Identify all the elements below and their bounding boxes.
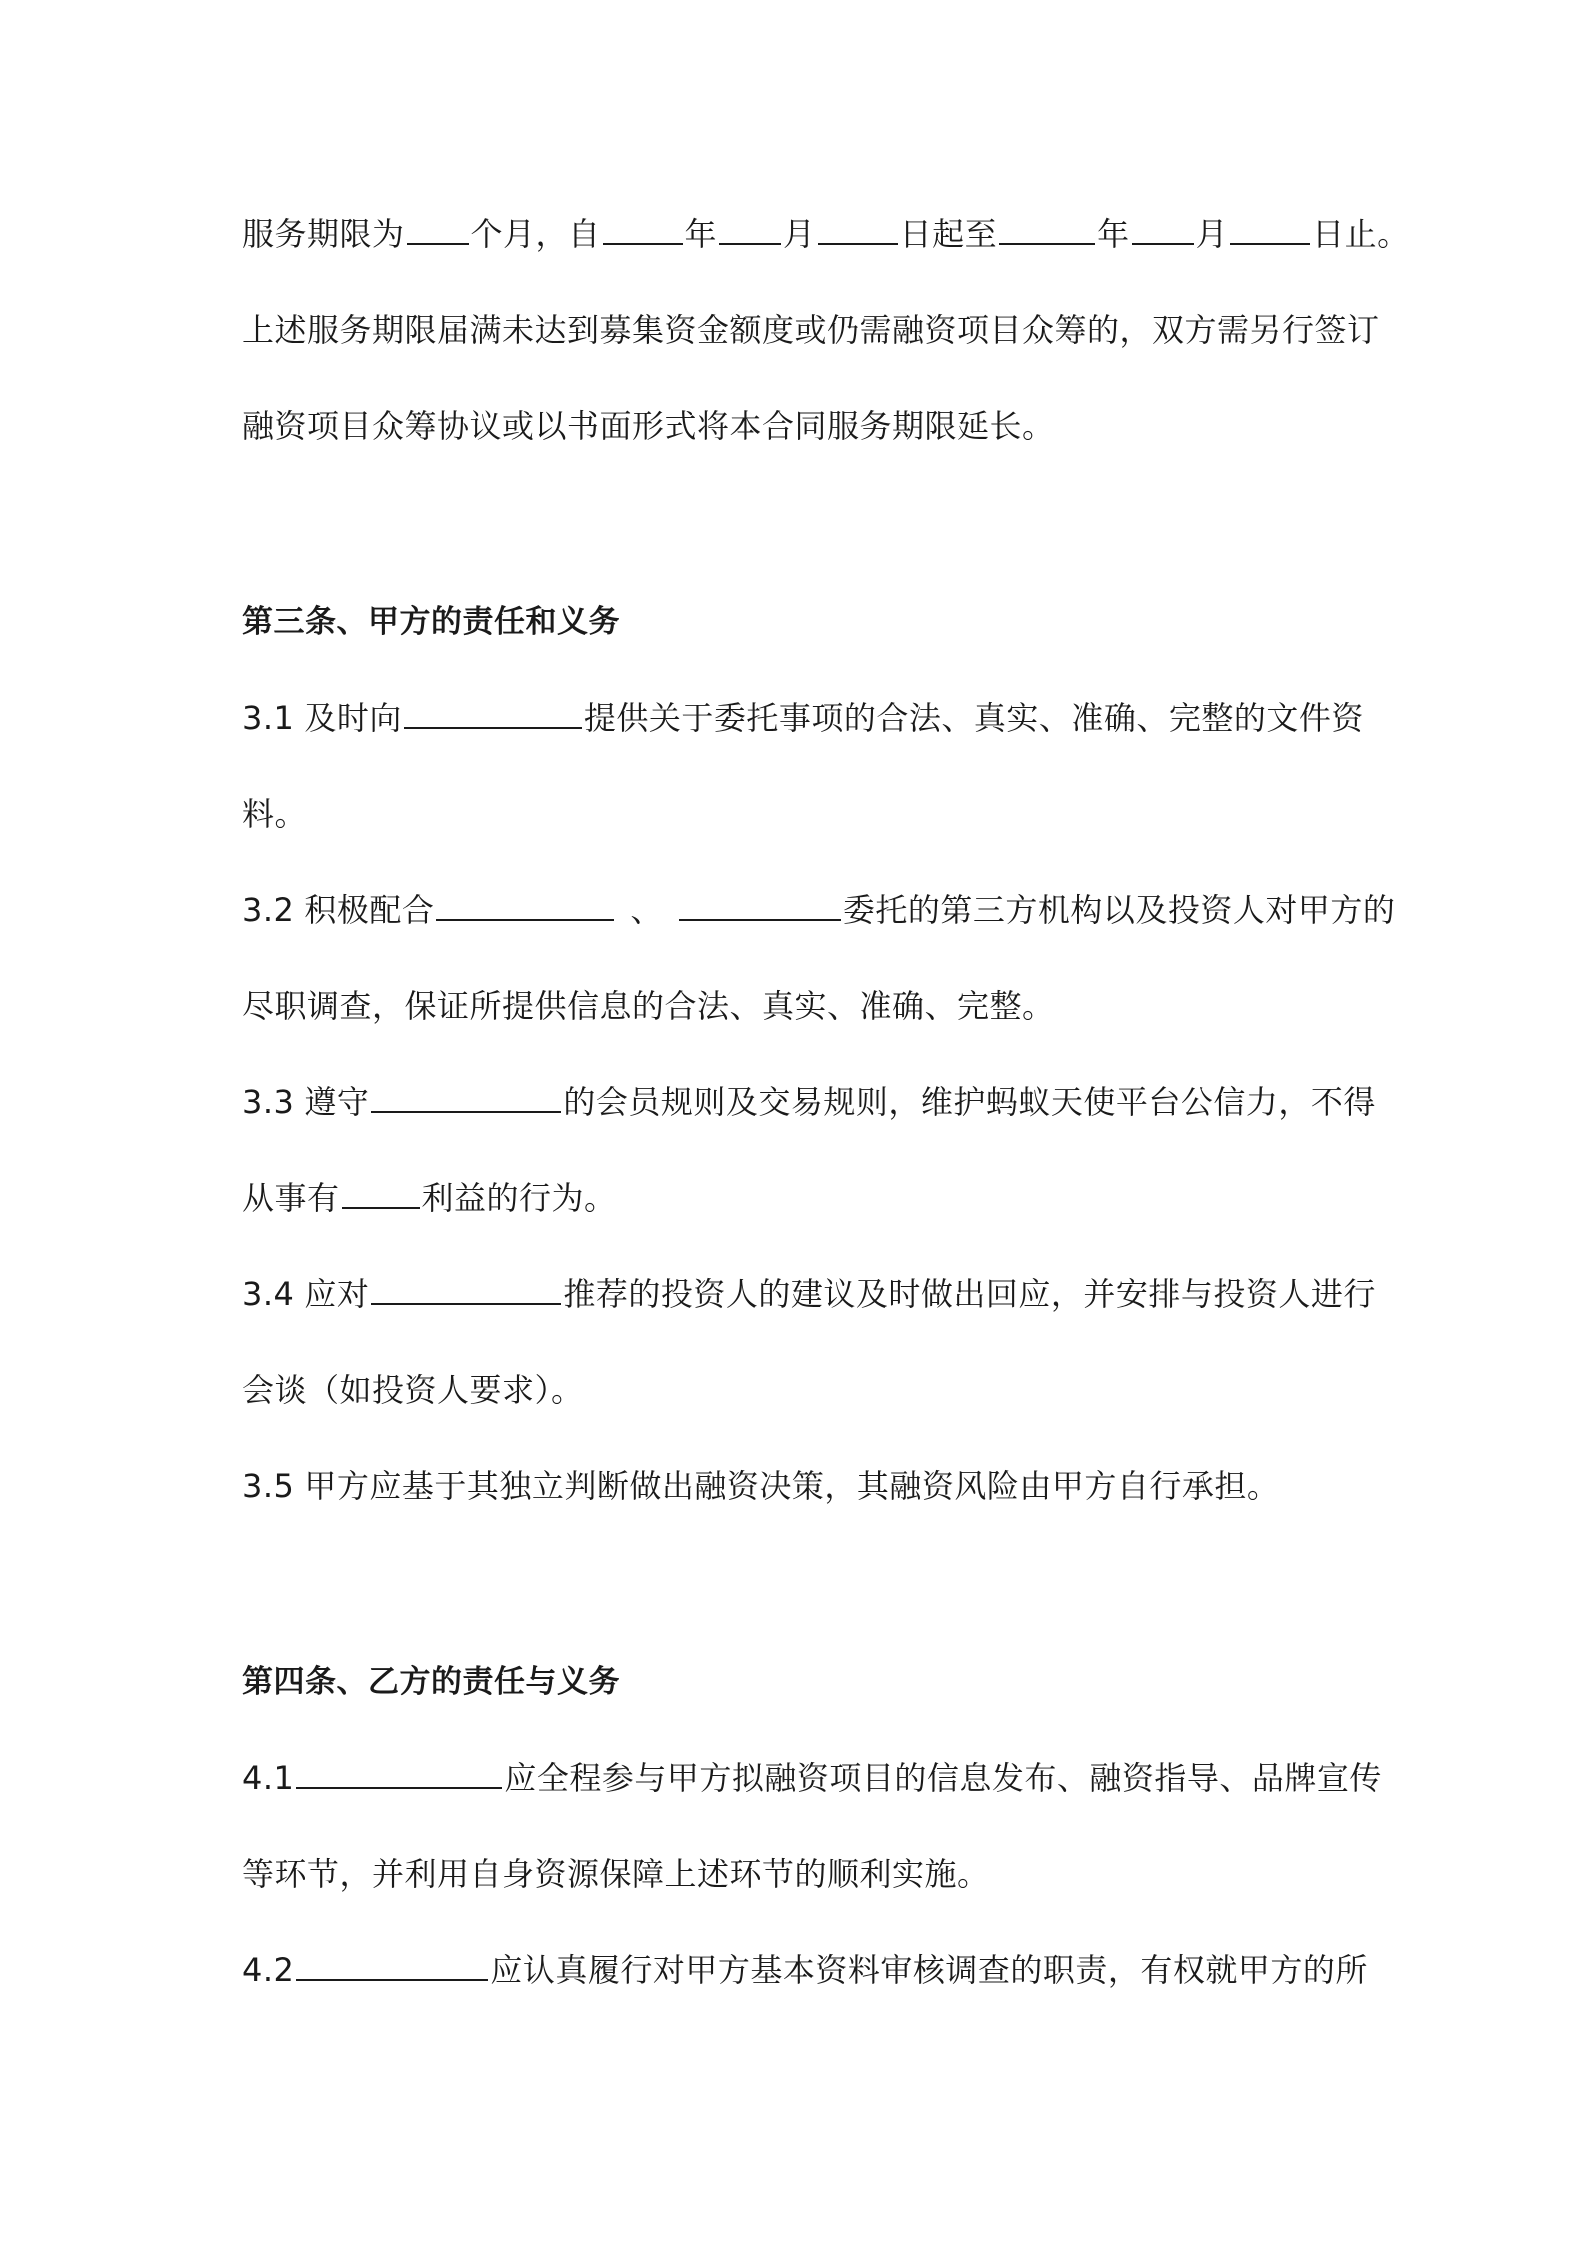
text-fragment: 积极配合 bbox=[304, 891, 435, 929]
blank-months bbox=[407, 213, 469, 245]
clause-number: 4.1 bbox=[242, 1759, 295, 1797]
blank-start-day bbox=[818, 213, 898, 245]
text-fragment: 个月，自 bbox=[470, 215, 601, 253]
clause-4-1 bbox=[242, 1756, 1382, 1800]
clause-3-3-continued bbox=[242, 1176, 1362, 1220]
text-fragment: 应全程参与甲方拟融资项目的信息发布、融资指导、品牌宣传 bbox=[504, 1759, 1382, 1797]
blank-party bbox=[371, 1081, 561, 1113]
blank-party bbox=[296, 1757, 502, 1789]
blank-start-month bbox=[719, 213, 781, 245]
blank-end-day bbox=[1230, 213, 1310, 245]
text-fragment: 甲方应基于其独立判断做出融资决策，其融资风险由甲方自行承担。 bbox=[304, 1467, 1280, 1505]
text-fragment: 应认真履行对甲方基本资料审核调查的职责，有权就甲方的所 bbox=[490, 1951, 1368, 1989]
paragraph-line: 尽职调查，保证所提供信息的合法、真实、准确、完整。 bbox=[242, 987, 1055, 1025]
paragraph-line: 上述服务期限届满未达到募集资金额度或仍需融资项目众筹的，双方需另行签订 bbox=[242, 311, 1380, 349]
clause-3-4 bbox=[242, 1272, 1376, 1316]
clause-4-2 bbox=[242, 1948, 1368, 1992]
text-fragment: 从事有 bbox=[242, 1179, 340, 1217]
clause-3-3 bbox=[242, 1080, 1376, 1124]
blank-party bbox=[296, 1949, 488, 1981]
clause-number: 3.4 bbox=[242, 1275, 295, 1313]
paragraph-line: 融资项目众筹协议或以书面形式将本合同服务期限延长。 bbox=[242, 407, 1055, 445]
text-fragment: 应对 bbox=[304, 1275, 370, 1313]
text-fragment: 及时向 bbox=[304, 699, 402, 737]
blank-end-month bbox=[1132, 213, 1194, 245]
text-fragment: 的会员规则及交易规则，维护蚂蚁天使平台公信力，不得 bbox=[563, 1083, 1376, 1121]
text-fragment: 年 bbox=[1097, 215, 1130, 253]
text-fragment: 月 bbox=[783, 215, 816, 253]
blank-party bbox=[371, 1273, 561, 1305]
text-fragment: 遵守 bbox=[304, 1083, 370, 1121]
text-fragment: 月 bbox=[1195, 215, 1229, 253]
paragraph-line: 会谈（如投资人要求）。 bbox=[242, 1371, 584, 1409]
clause-3-1 bbox=[242, 696, 1362, 740]
clause-number: 3.3 bbox=[242, 1083, 295, 1121]
paragraph-line: 等环节，并利用自身资源保障上述环节的顺利实施。 bbox=[242, 1855, 990, 1893]
text-fragment: 委托的第三方机构以及投资人对甲方的 bbox=[842, 891, 1396, 929]
blank-party bbox=[404, 697, 582, 729]
text-fragment: 日起至 bbox=[899, 215, 998, 253]
blank-end-year bbox=[999, 213, 1095, 245]
text-fragment: 服务期限为 bbox=[242, 215, 405, 253]
blank-party bbox=[342, 1177, 420, 1209]
blank-party bbox=[679, 889, 841, 921]
paragraph-line: 料。 bbox=[242, 795, 308, 833]
article-3-heading: 第三条、甲方的责任和义务 bbox=[242, 604, 620, 640]
article-4-heading: 第四条、乙方的责任与义务 bbox=[242, 1664, 620, 1700]
text-fragment: 推荐的投资人的建议及时做出回应，并安排与投资人进行 bbox=[563, 1275, 1376, 1313]
text-fragment: 日止。 bbox=[1312, 215, 1410, 253]
service-period-line bbox=[242, 212, 1410, 256]
blank-party bbox=[436, 889, 614, 921]
blank-start-year bbox=[603, 213, 683, 245]
clause-number: 3.5 bbox=[242, 1467, 295, 1505]
text-fragment: 、 bbox=[630, 891, 663, 929]
clause-number: 3.2 bbox=[242, 891, 295, 929]
clause-3-2 bbox=[242, 888, 1396, 932]
clause-number: 4.2 bbox=[242, 1951, 295, 1989]
text-fragment: 利益的行为。 bbox=[421, 1179, 617, 1217]
text-fragment: 年 bbox=[684, 215, 718, 253]
clause-number: 3.1 bbox=[242, 699, 295, 737]
text-fragment: 提供关于委托事项的合法、真实、准确、完整的文件资 bbox=[583, 699, 1364, 737]
clause-3-5 bbox=[242, 1464, 1362, 1508]
